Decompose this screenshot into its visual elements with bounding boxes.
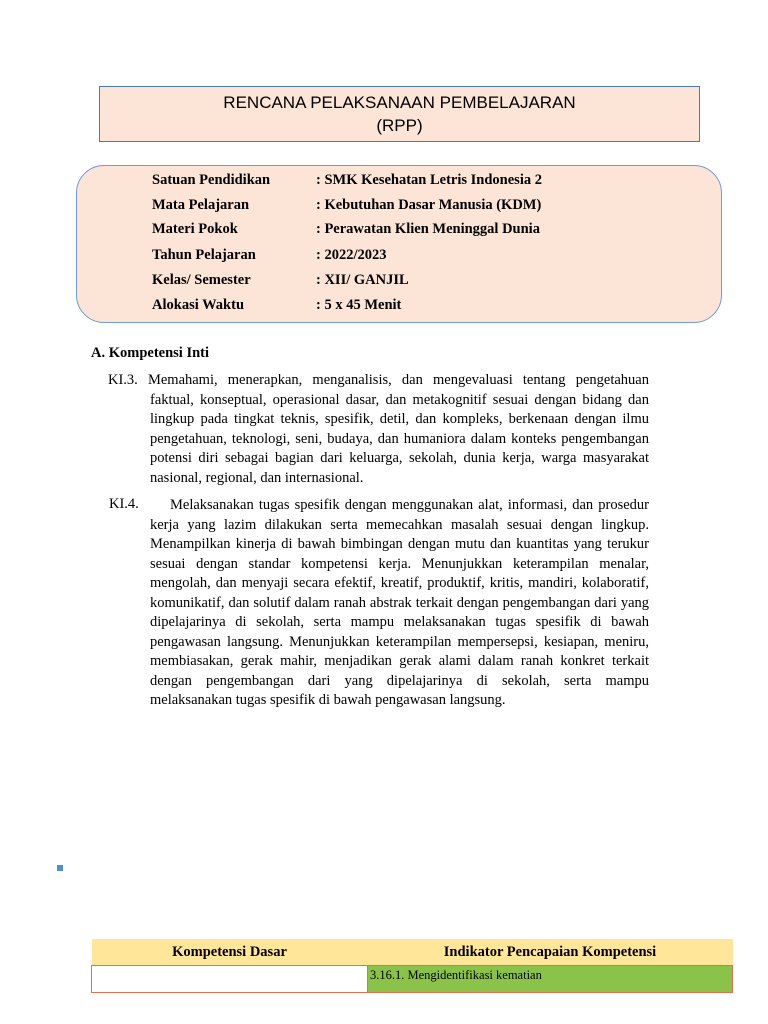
info-value: : XII/ GANJIL	[316, 272, 409, 288]
info-value: : Perawatan Klien Meninggal Dunia	[316, 221, 540, 237]
document-title: RENCANA PELAKSANAAN PEMBELAJARAN	[223, 93, 576, 112]
table-row	[92, 966, 733, 993]
info-label: Mata Pelajaran	[152, 197, 250, 213]
section-a-title: A. Kompetensi Inti	[91, 345, 210, 361]
col-header-ipk: Indikator Pencapaian Kompetensi	[368, 939, 733, 966]
info-value: : 2022/2023	[316, 247, 387, 263]
competency-table	[91, 939, 733, 993]
col-header-kd: Kompetensi Dasar	[92, 939, 368, 966]
ki4-paragraph: Melaksanakan tugas spesifik dengan menggunakan alat, informasi, dan prosedur kerja yang lazim dilakukan serta memecahkan masalah sesuai dengan lingkup. Menampilkan kinerja di bawah bimbingan dengan mutu dan kuantitas yang terukur sesuai dengan standar kompetensi kerja. Menunjukkan keterampilan menalar, mengolah, dan menyaji secara efektif, kreatif, produktif, kritis, mandiri, kolaboratif, komunikatif, dan solutif dalam ranah abstrak terkait dengan pengembangan dari yang dipelajarinya di sekolah, serta mampu melaksanakan tugas spesifik di bawah pengawasan langsung. Menunjukkan keterampilan mempersepsi, kesiapan, meniru, membiasakan, gerak mahir, menjadikan gerak alami dalam ranah konkret terkait dengan pengembangan dari yang dipelajarinya di sekolah, serta mampu melaksanakan tugas spesifik di bawah pengawasan langsung.	[150, 497, 649, 708]
document-subtitle: (RPP)	[376, 116, 423, 135]
info-value: : SMK Kesehatan Letris Indonesia 2	[316, 172, 542, 188]
table-cell-ipk: 3.16.1. Mengidentifikasi kematian	[368, 966, 733, 993]
info-label: Tahun Pelajaran	[152, 247, 256, 263]
ki3-paragraph: KI.3. Memahami, menerapkan, menganalisis, dan mengevaluasi tentang pengetahuan faktual, konseptual, operasional dasar, dan metakognitif sesuai dengan bidang dan lingkup pada tingkat teknis, spesifik, detil, dan kompleks, berkenaan dengan ilmu pengetahuan, teknologi, seni, budaya, dan humaniora dalam konteks pengembangan potensi diri sebagai bagian dari keluarga, sekolah, dunia kerja, warga masyarakat nasional, regional, dan internasional.	[108, 372, 649, 486]
table-header-row	[92, 939, 733, 966]
info-value: : Kebutuhan Dasar Manusia (KDM)	[316, 197, 542, 213]
identity-box	[76, 165, 722, 323]
table-cell-kd	[92, 966, 368, 993]
square-bullet-icon	[57, 865, 63, 871]
info-label: Satuan Pendidikan	[152, 172, 271, 188]
info-label: Kelas/ Semester	[152, 272, 251, 288]
info-label: Materi Pokok	[152, 221, 238, 237]
ki4-number: KI.4.	[109, 496, 139, 512]
info-value: : 5 x 45 Menit	[316, 297, 402, 313]
document-title-box	[99, 86, 700, 142]
info-label: Alokasi Waktu	[152, 297, 245, 313]
